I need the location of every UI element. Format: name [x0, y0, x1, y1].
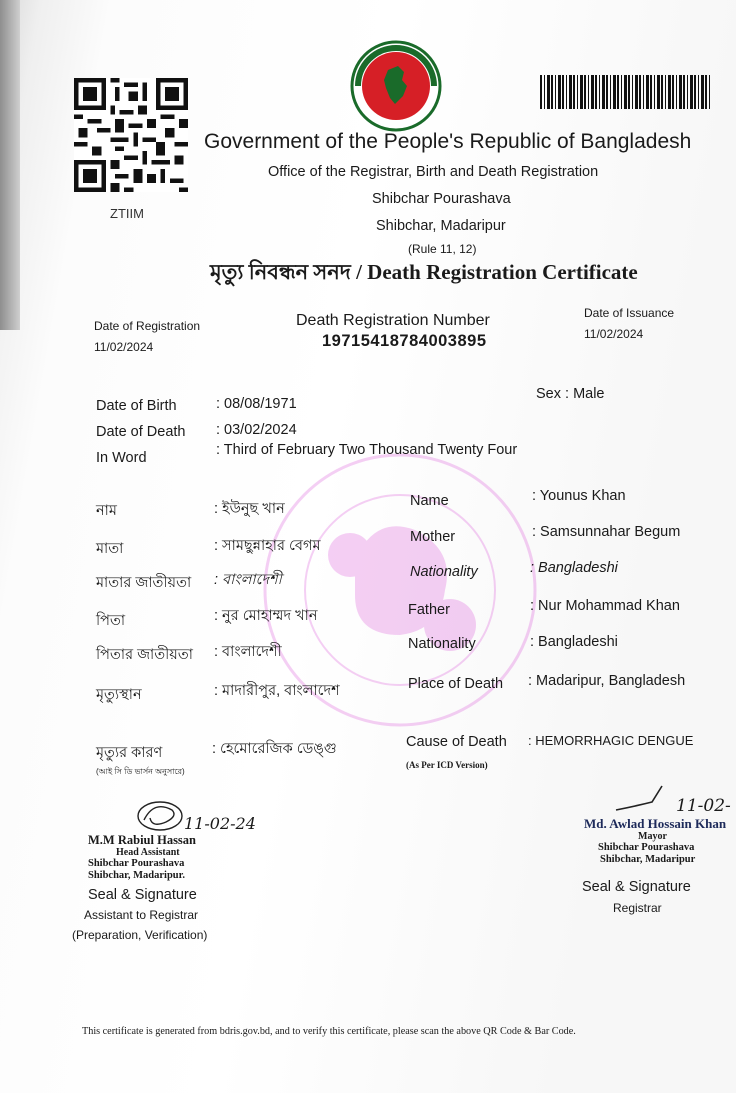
left-signatory-office: Shibchar Pourashava: [88, 858, 185, 869]
bn-cause-label: মৃত্যুর কারণ: [96, 745, 163, 761]
bn-father-nationality-label: পিতার জাতীয়তা: [96, 647, 193, 663]
in-word-label: In Word: [96, 450, 147, 466]
right-signatory-place: Shibchar, Madaripur: [600, 854, 696, 865]
bn-father-nationality-value: : বাংলাদেশী: [214, 644, 282, 660]
father-label: Father: [408, 602, 450, 618]
bn-cause-note: (আই সি ডি ভার্সন অনুসারে): [96, 767, 185, 776]
dod-label: Date of Death: [96, 424, 186, 440]
government-emblem: [350, 40, 442, 132]
date-of-registration-value: 11/02/2024: [94, 340, 154, 354]
bn-mother-label: মাতা: [96, 541, 124, 557]
mother-nationality-label: Nationality: [410, 564, 478, 580]
date-of-issuance-label: Date of Issuance: [584, 306, 675, 320]
footer-note: This certificate is generated from bdris.gov.bd, and to verify this certificate, please scan the above QR Code & Bar Code.: [82, 1026, 576, 1037]
father-nationality-label: Nationality: [408, 636, 476, 652]
government-title: Government of the People's Republic of Bangladesh: [204, 130, 692, 153]
left-role: Assistant to Registrar: [84, 908, 199, 922]
bn-cause-value: : হেমোরেজিক ডেঙ্গু: [212, 741, 337, 757]
certificate-title: মৃত্যু নিবন্ধন সনদ / Death Registration Certificate: [210, 260, 638, 284]
mother-label: Mother: [410, 529, 456, 545]
name-label: Name: [410, 493, 449, 509]
mother-value: : Samsunnahar Begum: [532, 524, 681, 540]
rule-reference: (Rule 11, 12): [408, 242, 477, 256]
left-seal-label: Seal & Signature: [88, 887, 197, 903]
bn-mother-value: : সামছুন্নাহার বেগম: [214, 538, 321, 554]
qr-code[interactable]: [74, 78, 188, 192]
location: Shibchar, Madaripur: [376, 218, 506, 234]
left-signatory-name: M.M Rabiul Hassan: [88, 833, 197, 847]
name-value: : Younus Khan: [532, 488, 626, 504]
right-signatory-office: Shibchar Pourashava: [598, 842, 695, 853]
cause-note: (As Per ICD Version): [406, 760, 488, 770]
right-role: Registrar: [613, 901, 662, 915]
father-nationality-value: : Bangladeshi: [530, 634, 618, 650]
left-signatory-title: Head Assistant: [116, 847, 180, 858]
qr-caption: ZTIIM: [110, 206, 144, 221]
bn-father-label: পিতা: [96, 613, 126, 629]
right-handwritten-date: 11-02-: [676, 796, 731, 816]
father-value: : Nur Mohammad Khan: [530, 598, 680, 614]
bn-place-of-death-label: মৃত্যুস্থান: [96, 687, 142, 703]
pourashava-name: Shibchar Pourashava: [372, 191, 511, 207]
mother-nationality-value: : Bangladeshi: [530, 560, 618, 576]
bn-place-of-death-value: : মাদারীপুর, বাংলাদেশ: [214, 683, 340, 699]
registration-number-label: Death Registration Number: [296, 312, 490, 329]
right-signatory-title: Mayor: [638, 831, 667, 842]
bn-name-label: নাম: [96, 503, 117, 519]
bn-name-value: : ইউনুছ খান: [214, 501, 285, 517]
barcode[interactable]: [540, 75, 712, 109]
left-handwritten-date: 11-02-24: [184, 814, 256, 833]
date-of-registration-label: Date of Registration: [94, 319, 201, 333]
bn-mother-nationality-label: মাতার জাতীয়তা: [96, 575, 192, 591]
bn-father-value: : নুর মোহাম্মদ খান: [214, 608, 318, 624]
left-role-note: (Preparation, Verification): [72, 928, 208, 942]
place-of-death-value: : Madaripur, Bangladesh: [528, 673, 686, 689]
bn-mother-nationality-value: : বাংলাদেশী: [214, 572, 282, 588]
date-of-issuance-value: 11/02/2024: [584, 327, 644, 341]
place-of-death-label: Place of Death: [408, 676, 504, 692]
dob-label: Date of Birth: [96, 398, 177, 414]
dod-value: : 03/02/2024: [216, 422, 297, 438]
cause-of-death-value: : HEMORRHAGIC DENGUE: [528, 733, 694, 748]
paper-edge-shadow: [0, 0, 20, 330]
sex-value: Sex : Male: [536, 386, 605, 402]
dob-value: : 08/08/1971: [216, 396, 297, 412]
right-seal-label: Seal & Signature: [582, 879, 691, 895]
cause-of-death-label: Cause of Death: [406, 734, 507, 750]
registration-number: 19715418784003895: [322, 332, 487, 350]
left-signatory-place: Shibchar, Madaripur.: [88, 870, 185, 881]
office-title: Office of the Registrar, Birth and Death Registration: [268, 164, 599, 180]
right-signatory-name: Md. Awlad Hossain Khan: [584, 816, 727, 831]
in-word-value: : Third of February Two Thousand Twenty Four: [216, 442, 518, 458]
